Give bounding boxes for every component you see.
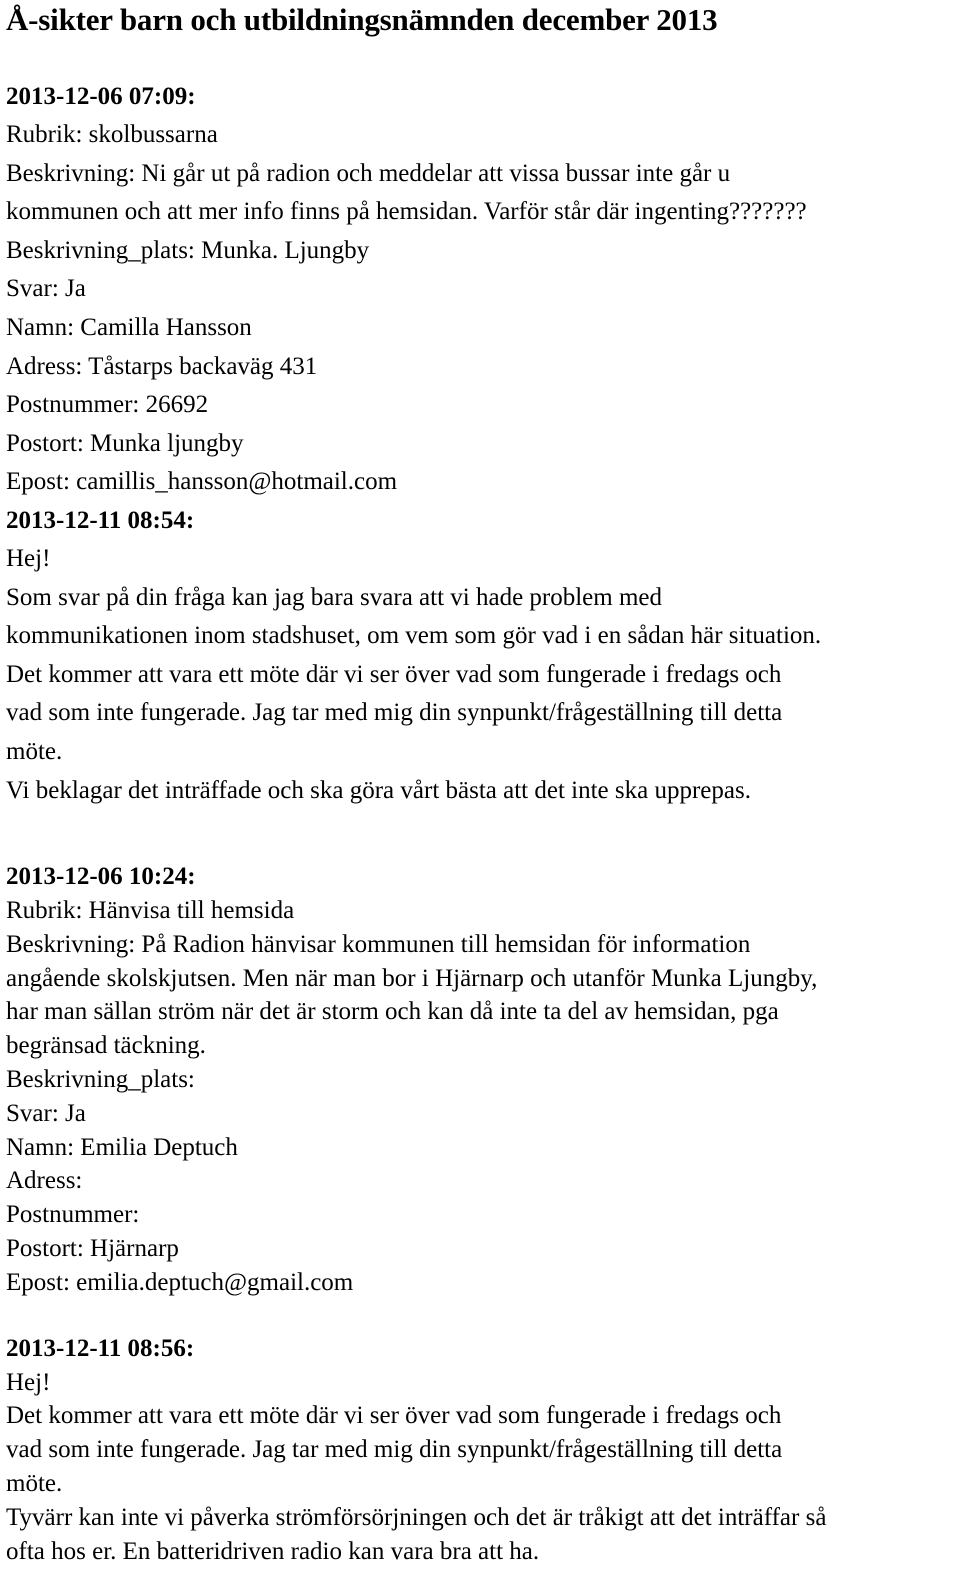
entry-line: Beskrivning: På Radion hänvisar kommunen till hemsidan för information [6,930,751,958]
reply-line: ofta hos er. En batteridriven radio kan vara bra att ha. [6,1537,540,1565]
entry-line: Namn: Emilia Deptuch [6,1133,238,1161]
page-title: Å-sikter barn och utbildningsnämnden december 2013 [6,2,718,37]
entry-line: kommunen och att mer info finns på hemsidan. Varför står där ingenting??????? [6,198,807,226]
entry-line: Beskrivning_plats: Munka. Ljungby [6,236,370,264]
entry-line: Epost: emilia.deptuch@gmail.com [6,1268,354,1296]
reply-line: möte. [6,737,63,765]
entry-line: Beskrivning: Ni går ut på radion och meddelar att vissa bussar inte går u [6,159,731,187]
reply-timestamp: 2013-12-11 08:56: [6,1334,195,1362]
entry-1 [6,78,956,810]
entry-line: Svar: Ja [6,275,86,303]
entry-line: har man sällan ström när det är storm och kan då inte ta del av hemsidan, pga [6,998,779,1026]
reply-line: Tyvärr kan inte vi påverka strömförsörjningen och det är tråkigt att det inträffar så [6,1503,827,1531]
reply-line: Hej! [6,544,51,572]
entry-timestamp: 2013-12-06 07:09: [6,83,196,110]
reply-line: Det kommer att vara ett möte där vi ser över vad som fungerade i fredags och [6,660,782,688]
reply-line: Vi beklagar det inträffade och ska göra vårt bästa att det inte ska upprepas. [6,776,751,804]
reply-line: Det kommer att vara ett möte där vi ser över vad som fungerade i fredags och [6,1402,782,1430]
reply-line: möte. [6,1469,63,1497]
entry-line: Postnummer: 26692 [6,391,209,419]
entry-timestamp: 2013-12-06 10:24: [6,863,196,890]
entry-line: Epost: camillis_hansson@hotmail.com [6,468,398,496]
reply-line: Hej! [6,1368,51,1396]
reply-line: vad som inte fungerade. Jag tar med mig din synpunkt/frågeställning till detta [6,1436,783,1464]
entry-line: Adress: [6,1167,83,1195]
entry-line: begränsad täckning. [6,1032,206,1060]
entry-line: Namn: Camilla Hansson [6,313,252,341]
entry-line: Rubrik: Hänvisa till hemsida [6,897,295,924]
reply-line: kommunikationen inom stadshuset, om vem som gör vad i en sådan här situation. [6,622,822,650]
entry-line: Postort: Munka ljungby [6,429,244,457]
reply-line: Som svar på din fråga kan jag bara svara att vi hade problem med [6,583,663,611]
entry-line: Postnummer: [6,1201,140,1229]
entry-line: Adress: Tåstarps backaväg 431 [6,352,318,380]
entry-line: angående skolskjutsen. Men när man bor i Hjärnarp och utanför Munka Ljungby, [6,964,818,992]
entry-2 [6,860,956,1568]
reply-timestamp: 2013-12-11 08:54: [6,506,195,534]
entry-line: Svar: Ja [6,1099,86,1127]
entry-line: Rubrik: skolbussarna [6,121,218,148]
entry-line: Postort: Hjärnarp [6,1234,179,1262]
entry-line: Beskrivning_plats: [6,1065,195,1093]
reply-line: vad som inte fungerade. Jag tar med mig din synpunkt/frågeställning till detta [6,699,783,727]
